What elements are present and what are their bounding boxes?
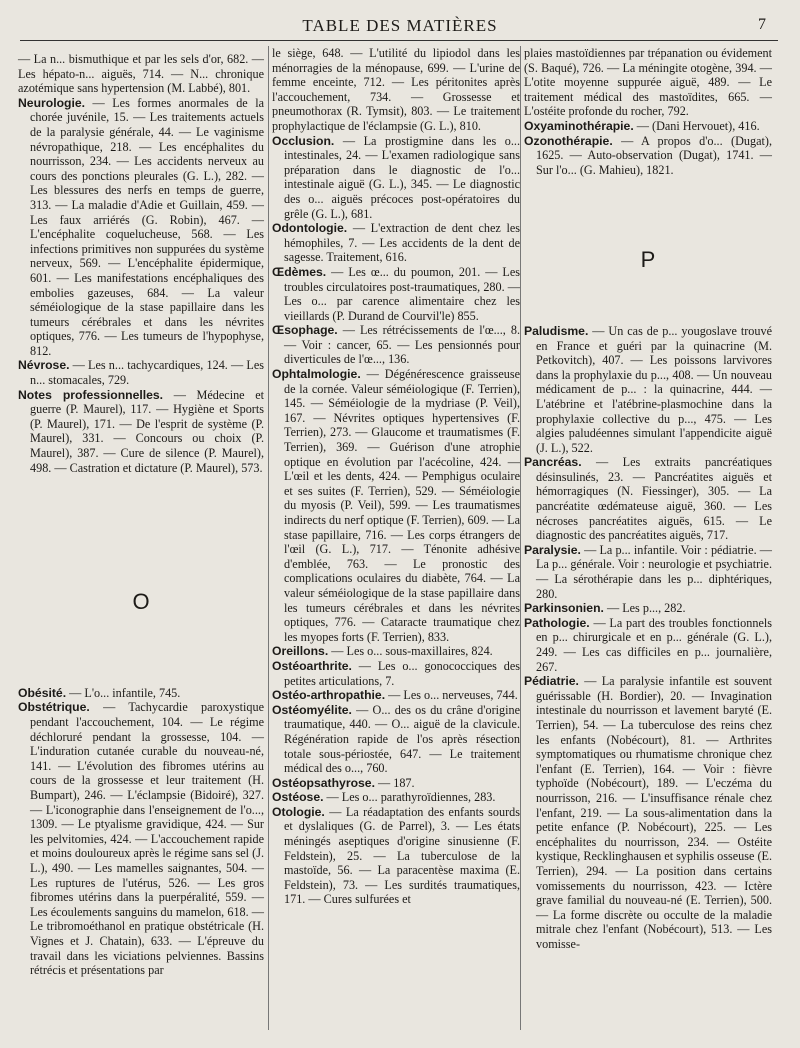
column-divider xyxy=(520,46,521,1030)
entry-heading: Odontologie. xyxy=(272,221,348,236)
index-entry xyxy=(272,805,520,907)
entry-text: — O... des os du crâne d'origine traumatique, 440. — O... aiguë de la clavicule. Régénération rapide de l'os après résection totale sous-périostée, 647. — Le traitement médical des o..., 760. xyxy=(284,702,520,776)
index-entry xyxy=(272,134,520,222)
index-entry xyxy=(524,543,772,601)
column-divider xyxy=(268,46,269,1030)
entry-text: — Médecine et guerre (P. Maurel), 117. — Hygiène et Sports (P. Maurel), 171. — De l'esprit de système (P. Maurel), 331. — Concours ou choix (P. Maurel), 387. — Cure de silence (P. Maurel), 498. — Castration et dictature (P. Maurel), 573. xyxy=(30,387,265,475)
entry-text: — Les o... sous-maxillaires, 824. xyxy=(328,644,493,659)
entry-text: — Les n... tachycardiques, 124. — Les n... stomacales, 729. xyxy=(30,358,264,388)
index-entry xyxy=(524,601,772,616)
index-entry xyxy=(272,46,520,134)
column-middle xyxy=(272,46,520,907)
entry-text: — L'extraction de dent chez les hémophiles, 7. — Les accidents de la dent de sagesse. Traitement, 616. xyxy=(284,221,520,265)
col3-bottom-entries xyxy=(524,324,772,952)
section-letter-p: P xyxy=(640,247,656,273)
entry-text: — La réadaptation des enfants sourds et dyslaliques (G. de Parrel), 3. — Les états méningés aseptiques d'origine sinusienne (F. Feldstein), 25. — La tuberculose de la mastoïde, 56. — La paracentèse maxima (E. Feldstein), 73. — Les surdités traumatiques, 171. — Cures sulfurées et xyxy=(284,804,520,907)
entry-heading: Ostéomyélite. xyxy=(272,702,352,717)
index-entry xyxy=(18,388,264,476)
entry-heading: Obstétrique. xyxy=(18,700,90,715)
entry-text: — La n... bismuthique et par les sels d'or, 682. — Les hépato-n... aiguës, 714. — N... chronique azotémique sans hypertension (M. Labbé), 801. xyxy=(18,52,264,96)
entry-text: — L'o... infantile, 745. xyxy=(66,685,181,700)
index-entry xyxy=(18,52,264,96)
index-entry xyxy=(18,686,264,701)
entry-text: — Les rétrécissements de l'œ..., 8. — Voir : cancer, 65. — Les pensionnés pour diverticules de l'œ..., 136. xyxy=(284,323,520,367)
entry-text: — 187. xyxy=(374,775,415,790)
index-entry xyxy=(524,616,772,674)
entry-text: — Les formes anormales de la chorée juvénile, 15. — Les traitements actuels de la paralysie générale, 44. — Le vaginisme névropathique, 218. — Les encéphalites du nourrisson, 234. — Les accidents nerveux au cours des ponctions pleurales (G. L.), 282. — Les blessures des nerfs en temps de guerre, 313. — La maladie d'Adie et Guillain, 459. — Les faux arriérés (G. Robin), 467. — L'encéphalite coquelucheuse, 568. — Les infections primitives non suppurées du système nerveux, 569. — L'encéphalite épidermique, 601. — Les manifestations encéphaliques des embolies gazeuses, 684. — La valeur séméiologique de la stase papillaire dans les tumeurs cérébrales et dans les névrites optiques, 776. — Les tumeurs de l'hypophyse, 812. xyxy=(30,95,264,358)
entry-heading: Obésité. xyxy=(18,685,67,700)
entry-heading: Otologie. xyxy=(272,804,325,819)
entry-text: — Les o... nerveuses, 744. xyxy=(385,688,518,703)
entry-heading: Névrose. xyxy=(18,358,70,373)
entry-text: — (Dani Hervouet), 416. xyxy=(633,118,760,133)
page-title: TABLE DES MATIÈRES xyxy=(302,16,498,35)
entry-heading: Oreillons. xyxy=(272,644,329,659)
entry-heading: Œsophage. xyxy=(272,323,338,338)
index-entry xyxy=(524,674,772,951)
entry-text: — Les œ... du poumon, 201. — Les troubles circulatoires post-traumatiques, 280. — Les o... par carence alimentaire chez les vieillards (P. Durand de Courvil'le) 855. xyxy=(284,264,520,323)
entry-heading: Ozonothérapie. xyxy=(524,133,613,148)
section-letter-o: O xyxy=(132,589,150,615)
col1-top-entries xyxy=(18,52,264,475)
index-entry xyxy=(524,324,772,455)
index-entry xyxy=(272,644,520,659)
entry-heading: Paralysie. xyxy=(524,542,581,557)
index-entry xyxy=(272,703,520,776)
page-header xyxy=(0,12,800,40)
col1-bottom-entries xyxy=(18,686,264,978)
index-entry xyxy=(272,790,520,805)
entry-text: — Tachycardie paroxystique pendant l'accouchement, 104. — Le régime déchloruré pendant la grossesse, 104. — L'induration cutanée curable du nouveau-né, 141. — L'évolution des fibromes utérins au cours de la grossesse et leur traitement (H. Bumpart), 246. — L'éclampsie (Bidoiré), 327. — L'iconographie dans l'enseignement de l'o..., 1309. — Le ptyalisme gravidique, 424. — Sur les pelvitomies, 424. — L'accouchement rapide et moins douloureux après le régime sans sel (J. L.), 490. — Les mamelles saignantes, 504. — Les ruptures de l'utérus, 526. — Les gros fibromes utérins dans la puerpéralité, 559. — Les écoulements sanguins du mamelon, 618. — Le tribromoéthanol en pratique obstétricale (H. Vignes et J. Chatain), 633. — L'épreuve du travail dans les viciations pelviennes. Bassins rétrécis et présentations par xyxy=(30,700,264,978)
index-entry xyxy=(272,659,520,688)
index-entry xyxy=(272,221,520,265)
entry-text: — La p... infantile. Voir : pédiatrie. — La p... générale. Voir : neurologie et psychiatrie. — La sérothérapie dans les p... diphtériques, 280. xyxy=(536,542,772,601)
index-entry xyxy=(272,265,520,323)
page-number: 7 xyxy=(758,16,766,33)
entry-text: — La prostigmine dans les o... intestinales, 24. — L'examen radiologique sans préparation dans le diagnostic de l'o... intestinale aiguë (G. L.), 345. — Le diagnostic des o... aiguës précoces post-opératoires du grêle (G. L.), 681. xyxy=(284,133,520,221)
index-entry xyxy=(524,119,772,134)
entry-text: le siège, 648. — L'utilité du lipiodol dans les ménorragies de la ménopause, 699. — L'urine de femme enceinte, 712. — Les péritonites après l'accouchement, 734. — Grossesse et pneumothorax (R. Tymsit), 803. — Le traitement prophylactique de l'éclampsie (G. L.), 810. xyxy=(272,46,520,133)
entry-text: — La part des troubles fonctionnels en p... chirurgicale et en p... générale (G. L.), 249. — Les cas difficiles en p... journalière, 267. xyxy=(536,615,772,674)
entry-heading: Notes professionnelles. xyxy=(18,387,164,402)
entry-text: — Un cas de p... yougoslave trouvé en France et guéri par la quinacrine (M. Petkovitch), 407. — Les poissons larvivores dans la prophylaxie du p..., 408. — Un nouveau médicament de p... : la quinacrine, 444. — L'atébrine et l'atébrine-plasmochine dans la prophylaxie collective du p..., 475. — Les algies paludéennes simulant l'appendicite aiguë (J. L.), 522. xyxy=(536,323,772,455)
entry-heading: Occlusion. xyxy=(272,133,335,148)
index-entry xyxy=(18,700,264,977)
entry-text: — Les p..., 282. xyxy=(603,601,686,616)
entry-heading: Œdèmes. xyxy=(272,264,327,279)
entry-text: — Dégénérescence graisseuse de la cornée. Valeur séméiologique (F. Terrien), 145. — Séméiologie de la mydriase (P. Veil), 167. — Névrites optiques hypertensives (F. Terrien), 273. — Glaucome et traumatismes (F. Terrien), 369. — Guérison d'une atrophie optique en évolution par l'acécoline, 424. — L'œil et les dents, 424. — Pemphigus oculaire et ses suites (F. Terrien), 529. — Séméiologie du myosis (P. Veil), 599. — Les traumatismes indirects du nerf optique (F. Terrien), 609. — La stase papillaire, 716. — Les corps étrangers de l'œil (G. L.), 717. — Ténonite adhésive d'emblée, 763. — Le pronostic des complications oculaires du diabète, 764. — La valeur séméiologique de la stase papillaire dans les tumeurs cérébrales et dans les névrites optiques, 776. — Cataracte traumatique chez les myopes forts (F. Terrien), 833. xyxy=(284,367,520,644)
entry-text: — A propos d'o... (Dugat), 1625. — Auto-observation (Dugat), 1741. — Sur l'o... (G. Mahieu), 1821. xyxy=(536,133,772,177)
entry-text: — Les o... parathyroïdiennes, 283. xyxy=(323,790,496,805)
index-entry xyxy=(272,367,520,644)
header-rule xyxy=(20,40,778,41)
col2-entries xyxy=(272,46,520,907)
index-entry xyxy=(272,323,520,367)
entry-heading: Paludisme. xyxy=(524,323,589,338)
index-entry xyxy=(272,688,520,703)
entry-heading: Parkinsonien. xyxy=(524,601,604,616)
entry-text: — Les o... gonococciques des petites articulations, 7. xyxy=(284,658,520,688)
index-entry xyxy=(524,455,772,543)
entry-heading: Ostéoarthrite. xyxy=(272,658,352,673)
entry-heading: Ophtalmologie. xyxy=(272,367,361,382)
entry-heading: Oxyaminothérapie. xyxy=(524,118,634,133)
entry-text: — La paralysie infantile est souvent guérissable (H. Bordier), 20. — Invagination intestinale du nourrisson et lavement baryté (E. Terrien), 54. — La tuberculose des reins chez les enfants (Nobécourt), 81. — Arthrites symptomatiques ou rhumatisme chronique chez l'enfant (E. Terrien), 164. — Voir : fièvre typhoïde (Nobécourt), 189. — L'eczéma du nourrisson, 216. — L'insuffisance rénale chez l'enfant, 219. — La sous-alimentation dans la petite enfance (P. Nobécourt), 225. — Les encéphalites du nourrisson, 234. — Ostéite kystique, Recklinghausen et syphilis osseuse (E. Terrien), 294. — La position dans certains vomissements du nourrisson, 423. — Ictère grave familial du nouveau-né (E. Terrien), 500. — La forme discrète ou occulte de la maladie mitrale chez l'enfant (Nobécourt), 513. — Les vomisse- xyxy=(536,674,772,951)
index-entry xyxy=(524,134,772,178)
index-entry xyxy=(272,776,520,791)
entry-text: plaies mastoïdiennes par trépanation ou évidement (S. Baqué), 726. — La méningite otogène, 394. — L'otite moyenne suppurée aiguë, 489. — Le traitement médical des mastoïdites, 665. — L'ostéite profonde du rocher, 792. xyxy=(524,46,772,119)
entry-heading: Ostéose. xyxy=(272,790,324,805)
entry-text: — Les extraits pancréatiques désinsulinés, 23. — Pancréatites aiguës et hémorragiques (N. Fiessinger), 305. — La pancréatite œdémateuse aiguë, 360. — Les nécroses pancréatites aiguës, 615. — Le diagnostic des pancréatites aiguës, 717. xyxy=(536,455,772,543)
entry-heading: Ostéopsathyrose. xyxy=(272,775,375,790)
column-left xyxy=(18,52,264,978)
col3-top-entries xyxy=(524,46,772,177)
entry-heading: Pathologie. xyxy=(524,615,590,630)
column-right xyxy=(524,46,772,951)
entry-heading: Pédiatrie. xyxy=(524,674,579,689)
entry-heading: Neurologie. xyxy=(18,95,86,110)
entry-heading: Pancréas. xyxy=(524,455,582,470)
index-entry xyxy=(18,96,264,359)
index-entry xyxy=(18,358,264,387)
entry-heading: Ostéo-arthropathie. xyxy=(272,688,386,703)
index-entry xyxy=(524,46,772,119)
